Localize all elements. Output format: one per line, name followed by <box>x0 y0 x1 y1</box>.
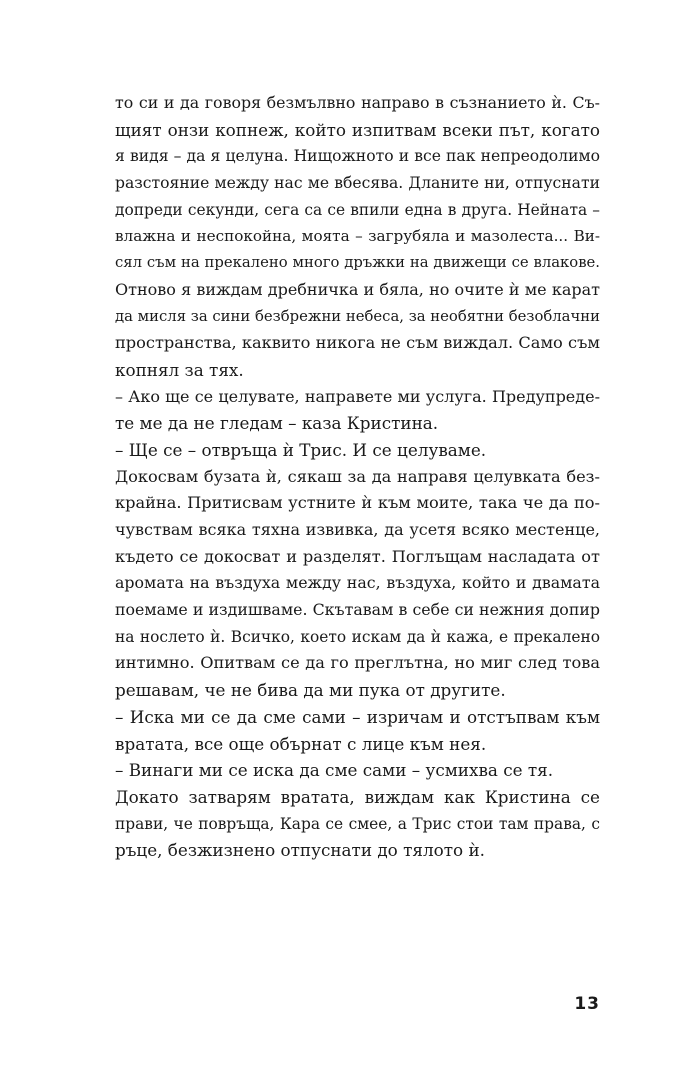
text-line: я видя – да я целуна. Нищожното и все пак непреодолимо <box>115 147 600 166</box>
text-line: чувствам всяка тяхна извивка, да усетя всяко местенце, <box>115 520 600 539</box>
text-line: допреди секунди, сега са се впили една в друга. Нейната – <box>115 200 600 219</box>
body-text <box>115 90 600 864</box>
page-number: 13 <box>574 994 600 1014</box>
text-line: щият онзи копнеж, който изпитвам всеки път, когато <box>115 119 600 140</box>
text-line: то си и да говоря безмълвно направо в съзнанието ѝ. Съ- <box>115 93 600 112</box>
text-line: прави, че повръща, Кара се смее, а Трис стои там права, с <box>115 814 600 833</box>
text-line: влажна и неспокойна, моята – загрубяла и мазолеста... Ви- <box>115 227 600 246</box>
text-line: – Винаги ми се иска да сме сами – усмихва се тя. <box>115 760 554 781</box>
text-line: – Иска ми се да сме сами – изричам и отстъпвам към <box>115 706 600 727</box>
text-line: те ме да не гледам – каза Кристина. <box>115 413 439 434</box>
text-line: решавам, че не бива да ми пука от другите. <box>115 680 506 701</box>
text-line: сял съм на прекалено много дръжки на движещи се влакове. <box>115 254 600 272</box>
text-line: копнял за тях. <box>115 359 244 380</box>
text-line: крайна. Притисвам устните ѝ към моите, така че да по- <box>115 493 600 513</box>
text-line: да мисля за сини безбрежни небеса, за необятни безоблачни <box>115 307 600 325</box>
text-line: интимно. Опитвам се да го преглътна, но миг след това <box>115 653 600 673</box>
text-line: вратата, все още обърнат с лице към нея. <box>115 733 487 754</box>
text-line: разстояние между нас ме вбесява. Дланите ни, отпуснати <box>115 174 600 193</box>
text-line: поемаме и издишваме. Скътавам в себе си нежния допир <box>115 600 600 620</box>
text-line: – Ако ще се целувате, направете ми услуга. Предупреде- <box>115 386 600 406</box>
text-line: пространства, каквито никога не съм виждал. Само съм <box>115 333 600 353</box>
text-line: – Ще се – отвръща ѝ Трис. И се целуваме. <box>115 439 487 460</box>
text-line: Докато затварям вратата, виждам как Кристина се <box>115 786 600 807</box>
text-line: Отново я виждам дребничка и бяла, но очите ѝ ме карат <box>115 279 600 299</box>
text-line: Докосвам бузата ѝ, сякаш за да направя целувката без- <box>115 466 600 486</box>
text-line: на нослето ѝ. Всичко, което искам да ѝ кажа, е прекалено <box>115 627 600 646</box>
text-line: аромата на въздуха между нас, въздуха, който и двамата <box>115 573 600 593</box>
text-line: където се докосват и разделят. Поглъщам насладата от <box>115 546 600 566</box>
text-line: ръце, безжизнено отпуснати до тялото ѝ. <box>115 840 485 861</box>
